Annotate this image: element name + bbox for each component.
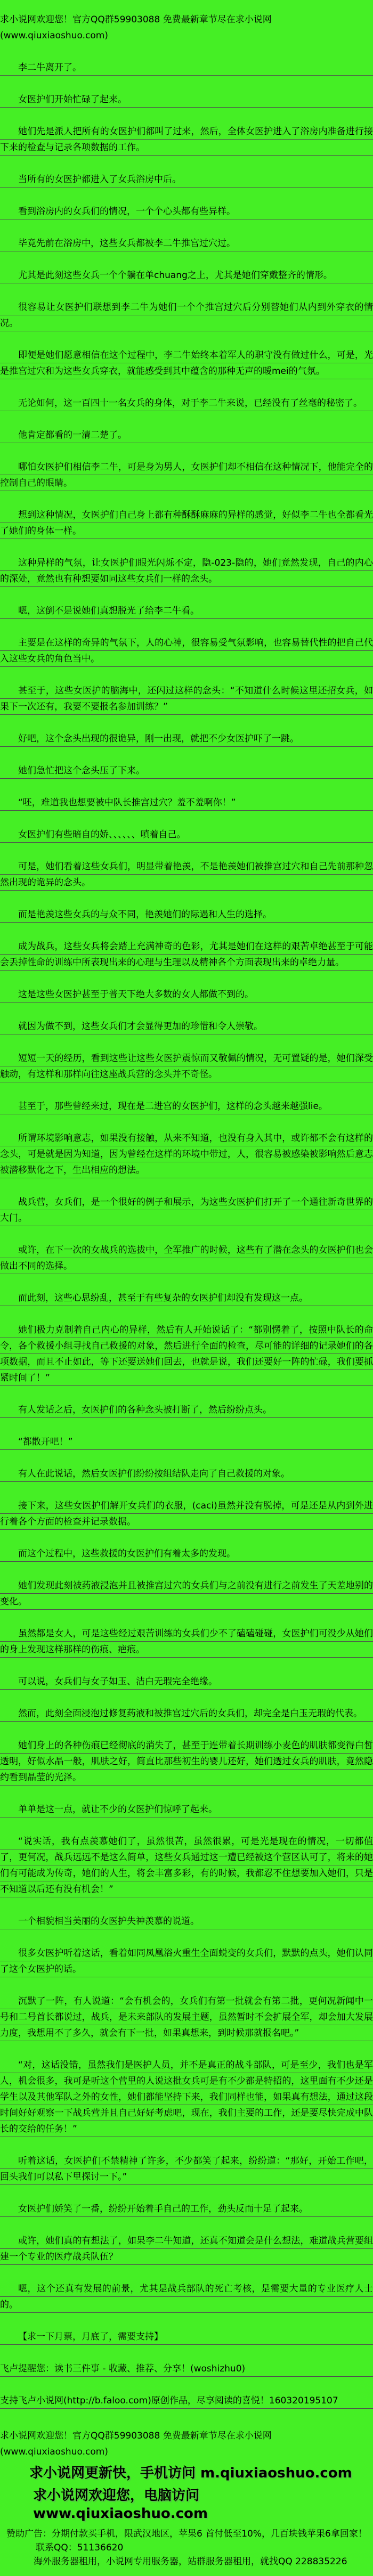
novel-paragraph: 她们发现此刻被药液浸泡并且被推宫过穴的女兵们与之前没有进行之前发生了天差地别的变化。 — [0, 1578, 373, 1610]
novel-paragraph: 无论如何，这一百四十一名女兵的身体，对于李二牛来说，已经没有了丝毫的秘密了。 — [0, 395, 373, 411]
novel-paragraph: 他肯定都看的一清二楚了。 — [0, 427, 373, 443]
site-notice-top: 求小说网欢迎您！官方QQ群59903088 免费最新章节尽在求小说网(www.qiuxiaoshuo.com) — [0, 14, 272, 41]
faloo-notes — [0, 2361, 373, 2409]
novel-paragraph: 她们极力克制着自己内心的异样，然后有人开始说话了：“都别愣着了，按照中队长的命令，各个救援小组寻找自己救援的对象，然后进行全面的检查，尽可能的详细的记录她们的各项数据，而且不止如此，等下还要送她们回去，也就是说，我们还要好一阵的忙碌，我们要抓紧时间了！” — [0, 1322, 373, 1386]
page-footer — [0, 2428, 373, 2576]
novel-paragraph: 或许，在下一次的女战兵的选拔中，全军推广的时候，这些有了潜在念头的女医护们也会做出不同的选择。 — [0, 1242, 373, 1274]
novel-paragraph: 沉默了一阵，有人说道：“会有机会的，女兵们有第一批就会有第二批，更何况新闻中一号和二号首长都说过，战兵，是未来部队的发展主题，虽然暂时不会扩展全军，却会加大发展力度，我想用不了多久，就会有下一批，如果真想来，到时候那就报名吧。” — [0, 1993, 373, 2041]
novel-paragraph: 或许，她们真的有想法了，如果李二牛知道，还真不知道会是什么想法，难道战兵营要组建一个专业的医疗战兵队伍？ — [0, 2233, 373, 2265]
novel-paragraph: 一个相貌相当美丽的女医护失神羡慕的说道。 — [0, 1913, 373, 1929]
novel-paragraph: 成为战兵，这些女兵将会踏上充满神奇的色彩，尤其是她们在这样的艰苦卓绝甚至于可能会丢掉性命的训练中所表现出来的心理与生理以及精神各个方面表现出来的卓绝力量。 — [0, 939, 373, 971]
novel-paragraph: 她们身上的各种伤痕已经彻底的消失了，甚至于连带着长期训练小麦色的肌肤都变得白皙透明，好似水晶一般，肌肤之好，简直比那些初生的婴儿还好，她们透过女兵的肌肤，竟然隐约看到晶莹的光泽。 — [0, 1738, 373, 1786]
novel-paragraph: 而这个过程中，这些救援的女医护们有着太多的发现。 — [0, 1546, 373, 1562]
site-notice-bottom: 求小说网欢迎您！官方QQ群59903088 免费最新章节尽在求小说网(www.qiuxiaoshuo.com) — [0, 2431, 272, 2457]
novel-paragraph: 哪怕女医护们相信李二牛，可是身为男人，女医护们却不相信在这种情况下，他能完全的控制自己的眼睛。 — [0, 459, 373, 491]
novel-paragraph: “都散开吧！” — [0, 1434, 373, 1450]
novel-paragraph: 看到浴房内的女兵们的情况，一个个心头都有些异样。 — [0, 203, 373, 219]
novel-paragraph: 嗯，这个还真有发展的前景，尤其是战兵部队的死亡考核，是需要大量的专业医疗人士的。 — [0, 2281, 373, 2313]
novel-paragraph: 主要是在这样的奇异的气氛下，人的心神，很容易受气氛影响，也容易替代性的把自己代入这些女兵的角色当中。 — [0, 635, 373, 667]
novel-paragraph: 单单是这一点，就让不少的女医护们惊呼了起来。 — [0, 1801, 373, 1817]
mobile-visit-line: 求小说网更新快，手机访问 m.qiuxiaoshuo.com — [29, 2465, 352, 2481]
novel-paragraph: 毕竟先前在浴房中，这些女兵都被李二牛推宫过穴过。 — [0, 235, 373, 251]
novel-paragraph: 听着这话，女医护们不禁精神了许多，不少都笑了起来，纷纷道：“那好，开始工作吧，回头我们可以私下里探讨一下。” — [0, 2153, 373, 2185]
novel-paragraph: 虽然都是女人，可是这些经过艰苦训练的女兵们少不了磕磕碰碰，女医护们可没少从她们的身上发现这样那样的伤痕、疤痕。 — [0, 1626, 373, 1658]
novel-paragraph: 然而，此刻全面浸泡过修复药液和被推宫过穴后的女兵们，却完全是白玉无瑕的代表。 — [0, 1706, 373, 1722]
novel-paragraph: 她们先是派人把所有的女医护们都叫了过来，然后，全体女医护进入了浴房内准备进行接下来的检查与记录各项数据的工作。 — [0, 124, 373, 156]
novel-paragraph: 【求一下月票，月底了，需要支持】 — [0, 2329, 373, 2345]
novel-paragraph: 接下来，这些女医护们解开女兵们的衣服，(caci)虽然并没有脱掉，可是还是从内到外进行着各个方面的检查并记录数据。 — [0, 1498, 373, 1530]
novel-paragraph: 而是艳羡这些女兵的与众不同，艳羡她们的际遇和人生的选择。 — [0, 907, 373, 923]
novel-paragraph: 当所有的女医护都进入了女兵浴房中后。 — [0, 172, 373, 188]
pc-visit-line: 求小说网欢迎您，电脑访问 www.qiuxiaoshuo.com — [33, 2488, 208, 2522]
faloo-note-line: 飞卢提醒您：读书三件事 - 收藏、推荐、分享！(woshizhu0) — [0, 2361, 373, 2377]
novel-paragraph: 即便是她们愿意相信在这个过程中，李二牛始终本着军人的职守没有做过什么，可是，光是推宫过穴和为这些女兵穿衣，就能感受到其中蕴含的那种无声的暧mei的气氛。 — [0, 347, 373, 379]
novel-paragraph: 她们急忙把这个念头压了下来。 — [0, 763, 373, 779]
novel-paragraph: 这种异样的气氛，让女医护们眼光闪烁不定，隐-023-隐的，她们竟然发现，自己的内心的深处，竟然也有种想要如同这些女兵们一样的念头。 — [0, 555, 373, 587]
novel-paragraph: 女医护们娇笑了一番，纷纷开始着手自己的工作，劲头反而十足了起来。 — [0, 2201, 373, 2217]
novel-paragraph: 想到这种情况，女医护们自己身上都有种酥酥麻麻的异样的感觉，好似李二牛也全都看光了她们的身体一样。 — [0, 507, 373, 539]
novel-paragraph: 可以说，女兵们与女子如玉、洁白无瑕完全绝缘。 — [0, 1674, 373, 1690]
novel-paragraph: “对，这话没错，虽然我们是医护人员，并不是真正的战斗部队，可是至少，我们也是军人，机会很多，我可是听这个营里的人说这批女兵可是有不少都是特招的，这里面有不少还是学生以及其他军队之外的女性，她们都能坚持下来，我们同样也能，如果真有想法，通过这段时间好好观察一下战兵营并且自己好好考虑吧，现在，我们主要的工作，还是要尽快完成中队长的交给的任务！” — [0, 2057, 373, 2137]
novel-paragraph: 而此刻，这些心思纷乱，甚至于有些复杂的女医护们却没有发现这一点。 — [0, 1290, 373, 1306]
sponsor-ad-line: 赞助广告：分期付款买手机，限武汉地区，苹果6 首付低至10%，几百块钱苹果6拿回家！ — [6, 2529, 367, 2539]
server-ad-line: 海外服务器租用，小说网专用服务器，站群服务器租用，就找QQ 228835226 — [34, 2556, 347, 2567]
novel-paragraph: 女医护们开始忙碌了起来。 — [0, 92, 373, 108]
faloo-note-line: 支持飞卢小说网(http://b.faloo.com)原创作品，尽享阅读的喜悦！160320195107 — [0, 2393, 373, 2409]
novel-paragraph: 战兵营，女兵们，是一个很好的例子和展示，为这些女医护们打开了一个通往新奇世界的大门。 — [0, 1194, 373, 1226]
novel-paragraph: 有人在此说话，然后女医护们纷纷按组结队走向了自己救援的对象。 — [0, 1466, 373, 1482]
sponsor-contact-line: 联系QQ：51136620 — [36, 2542, 124, 2553]
novel-paragraph: 就因为做不到，这些女兵们才会显得更加的珍惜和令人崇敬。 — [0, 1018, 373, 1034]
novel-paragraph: 短短一天的经历，看到这些让这些女医护震惊而又敬佩的情况，无可置疑的是，她们深受触动，有这样和那样向往这座战兵营的念头并不奇怪。 — [0, 1050, 373, 1082]
novel-paragraph: 好吧，这个念头出现的很诡异，刚一出现，就把不少女医护吓了一跳。 — [0, 731, 373, 747]
novel-paragraph: 这是这些女医护甚至于普天下绝大多数的女人都做不到的。 — [0, 987, 373, 1002]
novel-paragraph: 很容易让女医护们联想到李二牛为她们一个个推宫过穴后分别替她们从内到外穿衣的情况。 — [0, 299, 373, 331]
novel-paragraph: “说实话，我有点羡慕她们了，虽然很苦，虽然很累，可是光是现在的情况，一切都值了，更何况，战兵远远不是这么简单，这些女兵通过这一遭已经被这个营区认可了，将来的她们有可能成为传奇，她们的人生，将会丰富多彩，有的时候，我都忍不住想要加入她们，只是不知道以后还有没有机会！” — [0, 1833, 373, 1897]
novel-paragraph: 所谓环境影响意志，如果没有接触，从来不知道，也没有身入其中，或许都不会有这样的念头，可是就是因为知道，因为曾经在这样的环境中带过，人，很容易被感染被影响然后意志被潜移默化之下，生出相应的想法。 — [0, 1130, 373, 1178]
novel-paragraph: 很多女医护听着这话，看着如同凤凰浴火重生全面蜕变的女兵们，默默的点头，她们认同了这个女医护的话。 — [0, 1945, 373, 1977]
novel-paragraph: 有人发话之后，女医护们的各种念头被打断了，然后纷纷点头。 — [0, 1402, 373, 1418]
novel-paragraph: 嗯，这倒不是说她们真想脱光了给李二牛看。 — [0, 603, 373, 619]
novel-paragraph: 李二牛离开了。 — [0, 60, 373, 76]
novel-paragraph: 尤其是此刻这些女兵一个个躺在单chuang之上，尤其是她们穿戴整齐的情形。 — [0, 267, 373, 283]
novel-paragraph: 女医护们有些暗自的娇、、、、、、嗔着自己。 — [0, 827, 373, 843]
novel-paragraph: 甚至于，那些曾经来过，现在是二进宫的女医护们，这样的念头越来越强lie。 — [0, 1098, 373, 1114]
novel-paragraph: 甚至于，这些女医护的脑海中，还闪过这样的念头：“不知道什么时候这里还招女兵，如果下一次还有，我要不要报名参加训练？” — [0, 683, 373, 715]
novel-paragraph: “呸，难道我也想要被中队长推宫过穴？羞不羞啊你！” — [0, 795, 373, 811]
novel-body — [0, 60, 373, 2345]
novel-paragraph: 可是，她们看着这些女兵们，明显带着艳羡，不是艳羡她们被推宫过穴和自己先前那种忽然出现的诡异的念头。 — [0, 859, 373, 891]
